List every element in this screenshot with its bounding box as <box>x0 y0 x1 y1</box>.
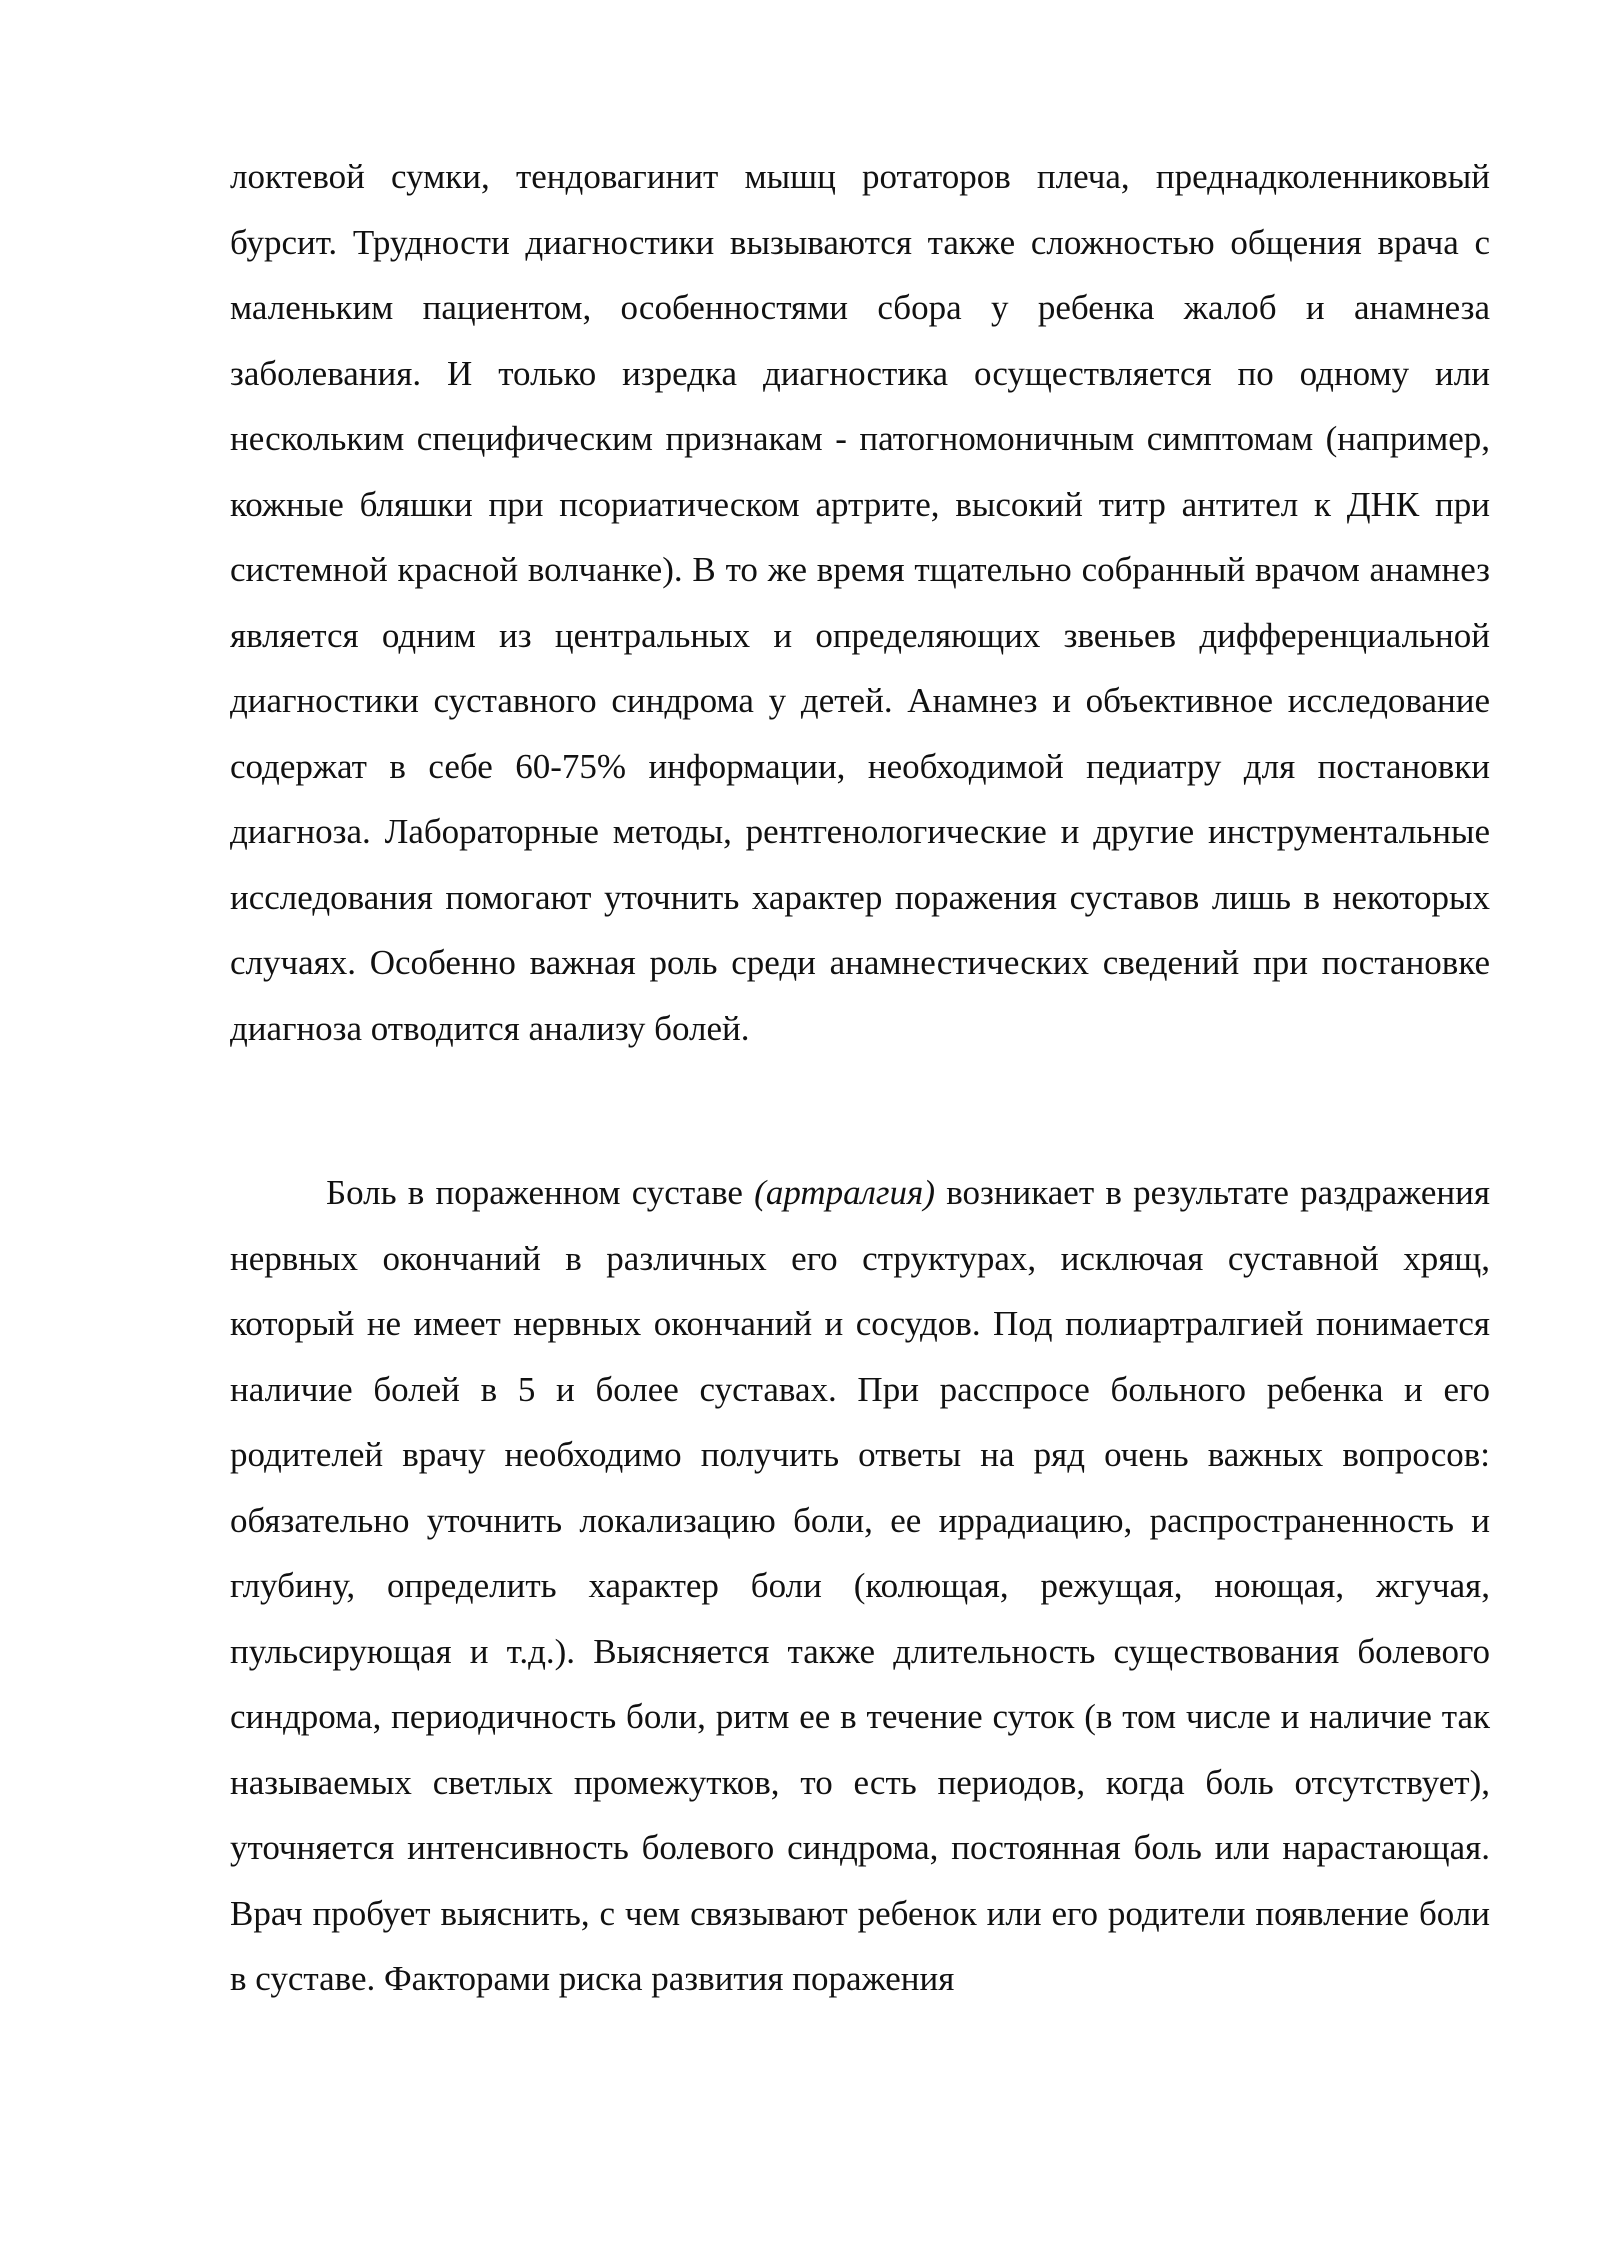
term-arthralgia: (артралгия) <box>754 1173 935 1212</box>
paragraph-arthralgia-rest: возникает в результате раздражения нервных окончаний в различных его структурах, исключая суставной хрящ, который не имеет нервных окончаний и сосудов. Под полиартралгией понимается наличие болей в 5 и более суставах. При расспросе больного ребенка и его родителей врачу необходимо получить ответы на ряд очень важных вопросов: обязательно уточнить локализацию боли, ее иррадиацию, распространенность и глубину, определить характер боли (колющая, режущая, ноющая, жгучая, пульсирующая и т.д.). Выясняется также длительность существования болевого синдрома, периодичность боли, ритм ее в течение суток (в том числе и наличие так называемых светлых промежутков, то есть периодов, когда боль отсутствует), уточняется интенсивность болевого синдрома, постоянная боль или нарастающая. Врач пробует выяснить, с чем связывают ребенок или его родители появление боли в суставе. Факторами риска развития поражения <box>230 1173 1490 1998</box>
paragraph-arthralgia <box>230 1160 1490 2012</box>
paragraph-arthralgia-start: Боль в пораженном суставе <box>326 1173 755 1212</box>
paragraph-continued: локтевой сумки, тендовагинит мышц ротаторов плеча, преднадколенниковый бурсит. Трудности диагностики вызываются также сложностью общения врача с маленьким пациентом, особенностями сбора у ребенка жалоб и анамнеза заболевания. И только изредка диагностика осуществляется по одному или нескольким специфическим признакам - патогномоничным симптомам (например, кожные бляшки при псориатическом артрите, высокий титр антител к ДНК при системной красной волчанке). В то же время тщательно собранный врачом анамнез является одним из центральных и определяющих звеньев дифференциальной диагностики суставного синдрома у детей. Анамнез и объективное исследование содержат в себе 60-75% информации, необходимой педиатру для постановки диагноза. Лабораторные методы, рентгенологические и другие инструментальные исследования помогают уточнить характер поражения суставов лишь в некоторых случаях. Особенно важная роль среди анамнестических сведений при постановке диагноза отводится анализу болей. <box>230 157 1490 1048</box>
